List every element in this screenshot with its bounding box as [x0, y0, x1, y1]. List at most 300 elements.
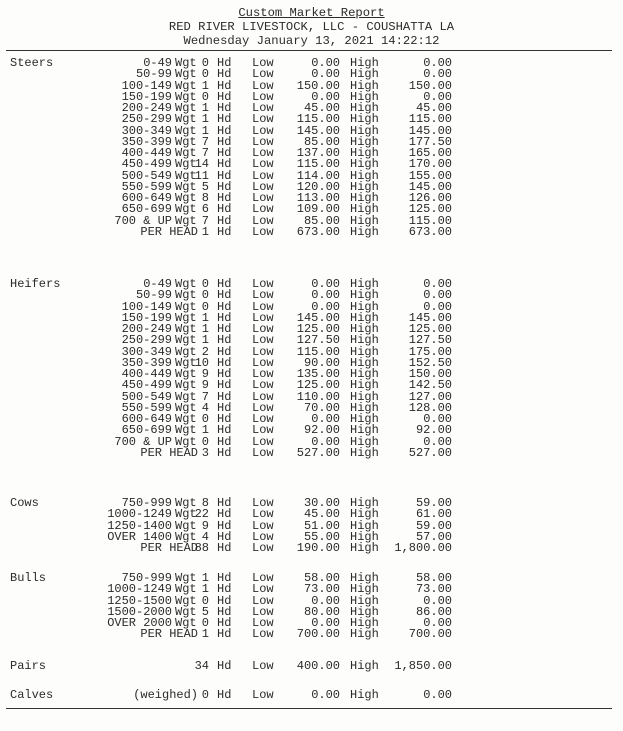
low-label: Low [252, 146, 274, 160]
hd-label: Hd [217, 56, 232, 70]
wgt-label: Wgt [175, 604, 197, 619]
high-price: 145.00 [408, 123, 452, 138]
low-price: 115.00 [296, 112, 340, 127]
weight-range: 650-699 [121, 202, 172, 217]
wgt-label: Wgt [175, 56, 197, 70]
low-price: 92.00 [303, 423, 340, 438]
low-price: 0.00 [311, 288, 340, 303]
weight-range: 200-249 [121, 322, 172, 336]
weight-range: 600-649 [121, 412, 172, 426]
hd-label: Hd [217, 389, 232, 404]
high-label: High [350, 134, 379, 149]
high-price: 115.00 [408, 213, 452, 228]
hd-label: Hd [217, 445, 232, 460]
low-price: 85.00 [303, 134, 340, 149]
weight-range: 50-99 [135, 67, 172, 82]
head-count: 5 [201, 604, 209, 619]
head-count: 0 [201, 593, 209, 608]
weight-range: 150-199 [121, 89, 172, 104]
high-label: High [350, 299, 379, 314]
high-price: 142.50 [408, 378, 452, 393]
hd-label: Hd [217, 191, 232, 205]
head-count: 1 [201, 571, 209, 585]
high-price: 126.00 [408, 191, 452, 205]
high-label: High [350, 627, 379, 642]
hd-label: Hd [217, 582, 232, 597]
low-price: 0.00 [311, 56, 340, 70]
weight-range: 400-449 [121, 367, 172, 381]
weight-range: 250-299 [121, 112, 172, 127]
report-title: Custom Market Report [238, 6, 385, 20]
high-price: 673.00 [408, 224, 452, 239]
low-label: Low [252, 389, 274, 404]
high-label: High [350, 333, 379, 348]
low-label: Low [252, 310, 274, 325]
high-label: High [350, 434, 379, 449]
high-label: High [350, 322, 379, 336]
high-price: 92.00 [415, 423, 452, 438]
high-price: 0.00 [423, 277, 452, 291]
weight-range: 500-549 [121, 389, 172, 404]
low-label: Low [252, 400, 274, 415]
high-label: High [350, 157, 379, 172]
high-label: High [350, 593, 379, 608]
head-count: 8 [201, 191, 209, 205]
high-price: 155.00 [408, 168, 452, 183]
low-price: 127.50 [296, 333, 340, 348]
low-label: Low [252, 571, 274, 585]
low-label: Low [252, 202, 274, 217]
weight-range: 450-499 [121, 378, 172, 393]
head-count: 1 [201, 322, 209, 336]
high-price: 1,850.00 [394, 659, 452, 673]
wgt-label: Wgt [175, 202, 197, 217]
weight-range: (weighed) [133, 688, 198, 702]
head-count: 7 [201, 134, 209, 149]
head-count: 88 [194, 541, 209, 555]
wgt-label: Wgt [175, 179, 197, 194]
high-price: 177.50 [408, 134, 452, 149]
high-label: High [350, 355, 379, 370]
high-label: High [350, 344, 379, 359]
table-row [0, 542, 623, 554]
wgt-label: Wgt [175, 78, 197, 93]
low-price: 400.00 [296, 659, 340, 673]
high-price: 0.00 [423, 67, 452, 82]
high-label: High [350, 146, 379, 160]
table-row [0, 689, 623, 701]
high-label: High [350, 496, 379, 510]
head-count: 0 [201, 299, 209, 314]
weight-range: 1500-2000 [107, 604, 172, 619]
low-price: 0.00 [311, 593, 340, 608]
low-price: 137.00 [296, 146, 340, 160]
low-label: Low [252, 78, 274, 93]
low-label: Low [252, 224, 274, 239]
wgt-label: Wgt [175, 288, 197, 303]
hd-label: Hd [217, 688, 232, 702]
high-price: 175.00 [408, 344, 452, 359]
weight-range: 400-449 [121, 146, 172, 160]
high-price: 145.00 [408, 310, 452, 325]
high-price: 1,800.00 [394, 541, 452, 555]
weight-range: 1000-1249 [107, 507, 172, 522]
high-label: High [350, 123, 379, 138]
low-price: 0.00 [311, 688, 340, 702]
low-label: Low [252, 299, 274, 314]
wgt-label: Wgt [175, 146, 197, 160]
low-label: Low [252, 445, 274, 460]
low-label: Low [252, 191, 274, 205]
wgt-label: Wgt [175, 507, 197, 522]
hd-label: Hd [217, 168, 232, 183]
high-price: 150.00 [408, 78, 452, 93]
low-label: Low [252, 288, 274, 303]
wgt-label: Wgt [175, 213, 197, 228]
weight-range: 50-99 [135, 288, 172, 303]
high-price: 0.00 [423, 89, 452, 104]
high-label: High [350, 78, 379, 93]
low-label: Low [252, 67, 274, 82]
high-label: High [350, 541, 379, 555]
head-count: 14 [194, 157, 209, 172]
high-label: High [350, 518, 379, 533]
high-label: High [350, 179, 379, 194]
group-name: Bulls [10, 571, 47, 585]
low-price: 115.00 [296, 157, 340, 172]
head-count: 3 [201, 445, 209, 460]
head-count: 0 [201, 616, 209, 630]
weight-range: 550-599 [121, 400, 172, 415]
head-count: 7 [201, 213, 209, 228]
head-count: 0 [201, 288, 209, 303]
head-count: 11 [194, 168, 209, 183]
head-count: 1 [201, 627, 209, 642]
weight-range: PER HEAD [140, 445, 198, 460]
weight-range: OVER 2000 [107, 616, 172, 630]
weight-range: 200-249 [121, 101, 172, 115]
low-label: Low [252, 322, 274, 336]
hd-label: Hd [217, 593, 232, 608]
high-price: 0.00 [423, 593, 452, 608]
low-label: Low [252, 529, 274, 544]
high-price: 59.00 [415, 496, 452, 510]
high-price: 57.00 [415, 529, 452, 544]
head-count: 9 [201, 518, 209, 533]
high-price: 170.00 [408, 157, 452, 172]
high-price: 128.00 [408, 400, 452, 415]
weight-range: 100-149 [121, 299, 172, 314]
high-price: 700.00 [408, 627, 452, 642]
hd-label: Hd [217, 333, 232, 348]
hd-label: Hd [217, 288, 232, 303]
low-label: Low [252, 101, 274, 115]
high-label: High [350, 288, 379, 303]
high-label: High [350, 423, 379, 438]
head-count: 0 [201, 434, 209, 449]
hd-label: Hd [217, 367, 232, 381]
low-price: 190.00 [296, 541, 340, 555]
head-count: 1 [201, 78, 209, 93]
hd-label: Hd [217, 322, 232, 336]
high-label: High [350, 604, 379, 619]
hd-label: Hd [217, 434, 232, 449]
low-price: 527.00 [296, 445, 340, 460]
low-price: 73.00 [303, 582, 340, 597]
hd-label: Hd [217, 179, 232, 194]
high-price: 125.00 [408, 202, 452, 217]
low-label: Low [252, 604, 274, 619]
low-price: 114.00 [296, 168, 340, 183]
wgt-label: Wgt [175, 367, 197, 381]
high-label: High [350, 571, 379, 585]
low-price: 30.00 [303, 496, 340, 510]
high-label: High [350, 378, 379, 393]
low-label: Low [252, 56, 274, 70]
weight-range: 450-499 [121, 157, 172, 172]
wgt-label: Wgt [175, 571, 197, 585]
low-label: Low [252, 168, 274, 183]
weight-range: PER HEAD [140, 627, 198, 642]
low-price: 85.00 [303, 213, 340, 228]
weight-range: 750-999 [121, 571, 172, 585]
low-label: Low [252, 378, 274, 393]
weight-range: 550-599 [121, 179, 172, 194]
head-count: 34 [194, 659, 209, 673]
high-label: High [350, 445, 379, 460]
high-label: High [350, 191, 379, 205]
high-price: 127.00 [408, 389, 452, 404]
head-count: 0 [201, 67, 209, 82]
wgt-label: Wgt [175, 344, 197, 359]
wgt-label: Wgt [175, 168, 197, 183]
head-count: 1 [201, 310, 209, 325]
low-price: 0.00 [311, 616, 340, 630]
hd-label: Hd [217, 213, 232, 228]
wgt-label: Wgt [175, 134, 197, 149]
head-count: 4 [201, 529, 209, 544]
table-row [0, 447, 623, 459]
top-divider [6, 50, 612, 51]
head-count: 2 [201, 344, 209, 359]
high-label: High [350, 400, 379, 415]
high-price: 0.00 [423, 688, 452, 702]
head-count: 9 [201, 378, 209, 393]
group-name: Cows [10, 496, 39, 510]
hd-label: Hd [217, 496, 232, 510]
weight-range: 300-349 [121, 344, 172, 359]
weight-range: OVER 1400 [107, 529, 172, 544]
wgt-label: Wgt [175, 67, 197, 82]
high-label: High [350, 112, 379, 127]
low-label: Low [252, 367, 274, 381]
head-count: 9 [201, 367, 209, 381]
low-price: 70.00 [303, 400, 340, 415]
low-label: Low [252, 518, 274, 533]
low-price: 125.00 [296, 322, 340, 336]
wgt-label: Wgt [175, 277, 197, 291]
high-label: High [350, 202, 379, 217]
high-price: 59.00 [415, 518, 452, 533]
head-count: 10 [194, 355, 209, 370]
low-price: 115.00 [296, 344, 340, 359]
wgt-label: Wgt [175, 518, 197, 533]
high-label: High [350, 367, 379, 381]
wgt-label: Wgt [175, 412, 197, 426]
head-count: 7 [201, 389, 209, 404]
low-price: 55.00 [303, 529, 340, 544]
hd-label: Hd [217, 616, 232, 630]
wgt-label: Wgt [175, 593, 197, 608]
wgt-label: Wgt [175, 400, 197, 415]
head-count: 1 [201, 224, 209, 239]
hd-label: Hd [217, 112, 232, 127]
weight-range: 700 & UP [114, 213, 172, 228]
wgt-label: Wgt [175, 112, 197, 127]
wgt-label: Wgt [175, 157, 197, 172]
head-count: 0 [201, 56, 209, 70]
high-price: 125.00 [408, 322, 452, 336]
hd-label: Hd [217, 604, 232, 619]
low-label: Low [252, 434, 274, 449]
wgt-label: Wgt [175, 434, 197, 449]
high-price: 0.00 [423, 412, 452, 426]
low-price: 0.00 [311, 67, 340, 82]
weight-range: 100-149 [121, 78, 172, 93]
high-price: 45.00 [415, 101, 452, 115]
wgt-label: Wgt [175, 89, 197, 104]
weight-range: 350-399 [121, 355, 172, 370]
high-label: High [350, 688, 379, 702]
high-label: High [350, 213, 379, 228]
low-price: 700.00 [296, 627, 340, 642]
wgt-label: Wgt [175, 389, 197, 404]
low-label: Low [252, 496, 274, 510]
low-label: Low [252, 423, 274, 438]
low-label: Low [252, 157, 274, 172]
hd-label: Hd [217, 412, 232, 426]
head-count: 8 [201, 496, 209, 510]
head-count: 1 [201, 123, 209, 138]
weight-range: 0-49 [143, 56, 172, 70]
low-price: 90.00 [303, 355, 340, 370]
low-label: Low [252, 179, 274, 194]
weight-range: 1250-1400 [107, 518, 172, 533]
low-price: 51.00 [303, 518, 340, 533]
weight-range: 150-199 [121, 310, 172, 325]
low-label: Low [252, 507, 274, 522]
high-price: 0.00 [423, 56, 452, 70]
hd-label: Hd [217, 571, 232, 585]
wgt-label: Wgt [175, 355, 197, 370]
high-label: High [350, 582, 379, 597]
hd-label: Hd [217, 518, 232, 533]
weight-range: 1250-1500 [107, 593, 172, 608]
wgt-label: Wgt [175, 123, 197, 138]
weight-range: 600-649 [121, 191, 172, 205]
high-price: 165.00 [408, 146, 452, 160]
low-price: 0.00 [311, 412, 340, 426]
low-price: 0.00 [311, 299, 340, 314]
low-price: 0.00 [311, 277, 340, 291]
high-label: High [350, 310, 379, 325]
high-price: 0.00 [423, 288, 452, 303]
hd-label: Hd [217, 529, 232, 544]
head-count: 1 [201, 101, 209, 115]
hd-label: Hd [217, 400, 232, 415]
low-price: 58.00 [303, 571, 340, 585]
low-price: 125.00 [296, 378, 340, 393]
group-name: Heifers [10, 277, 61, 291]
high-price: 127.50 [408, 333, 452, 348]
hd-label: Hd [217, 277, 232, 291]
weight-range: 1000-1249 [107, 582, 172, 597]
head-count: 0 [201, 688, 209, 702]
group-name: Pairs [10, 659, 47, 673]
hd-label: Hd [217, 78, 232, 93]
wgt-label: Wgt [175, 616, 197, 630]
table-row [0, 660, 623, 672]
high-label: High [350, 529, 379, 544]
group-name: Calves [10, 688, 54, 702]
low-label: Low [252, 616, 274, 630]
head-count: 22 [194, 507, 209, 522]
high-price: 58.00 [415, 571, 452, 585]
head-count: 0 [201, 412, 209, 426]
hd-label: Hd [217, 378, 232, 393]
company-name: RED RIVER LIVESTOCK, LLC - COUSHATTA LA [168, 20, 455, 34]
low-price: 135.00 [296, 367, 340, 381]
head-count: 1 [201, 333, 209, 348]
wgt-label: Wgt [175, 582, 197, 597]
head-count: 7 [201, 146, 209, 160]
weight-range: 300-349 [121, 123, 172, 138]
low-label: Low [252, 333, 274, 348]
hd-label: Hd [217, 299, 232, 314]
weight-range: 0-49 [143, 277, 172, 291]
hd-label: Hd [217, 157, 232, 172]
wgt-label: Wgt [175, 191, 197, 205]
high-label: High [350, 89, 379, 104]
weight-range: PER HEAD [140, 541, 198, 555]
low-price: 120.00 [296, 179, 340, 194]
low-price: 109.00 [296, 202, 340, 217]
hd-label: Hd [217, 101, 232, 115]
low-price: 110.00 [296, 389, 340, 404]
report-datetime: Wednesday January 13, 2021 14:22:12 [183, 34, 440, 48]
low-label: Low [252, 412, 274, 426]
hd-label: Hd [217, 541, 232, 555]
low-label: Low [252, 541, 274, 555]
wgt-label: Wgt [175, 496, 197, 510]
high-price: 0.00 [423, 299, 452, 314]
high-label: High [350, 507, 379, 522]
high-label: High [350, 56, 379, 70]
high-label: High [350, 389, 379, 404]
low-label: Low [252, 112, 274, 127]
low-price: 45.00 [303, 507, 340, 522]
weight-range: 750-999 [121, 496, 172, 510]
weight-range: 250-299 [121, 333, 172, 348]
high-price: 61.00 [415, 507, 452, 522]
hd-label: Hd [217, 123, 232, 138]
hd-label: Hd [217, 310, 232, 325]
weight-range: PER HEAD [140, 224, 198, 239]
hd-label: Hd [217, 507, 232, 522]
table-row [0, 226, 623, 238]
high-label: High [350, 277, 379, 291]
low-label: Low [252, 355, 274, 370]
